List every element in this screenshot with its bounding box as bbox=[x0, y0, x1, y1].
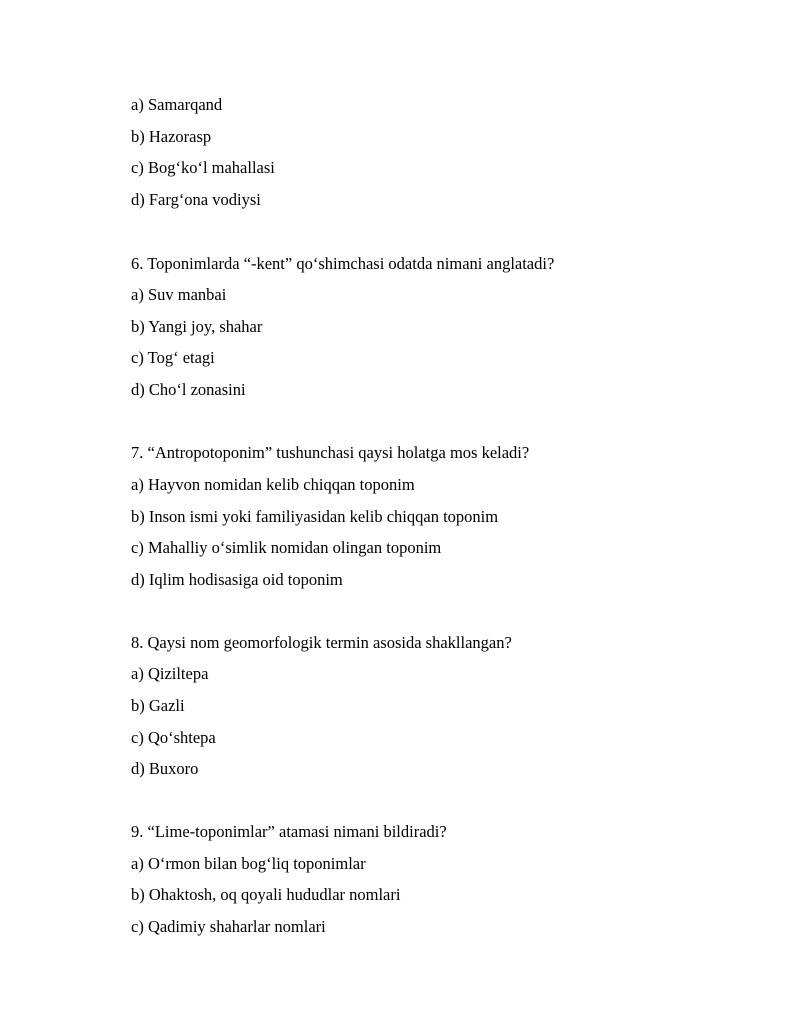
question-6-option-d: d) Cho‘l zonasini bbox=[131, 380, 246, 399]
question-9-text: 9. “Lime-toponimlar” atamasi nimani bildiradi? bbox=[131, 822, 447, 841]
question-8-option-d: d) Buxoro bbox=[131, 759, 199, 778]
question-6-text: 6. Toponimlarda “-kent” qo‘shimchasi odatda nimani anglatadi? bbox=[131, 254, 555, 273]
option-c: c) Bog‘ko‘l mahallasi bbox=[131, 158, 275, 177]
question-8-text: 8. Qaysi nom geomorfologik termin asosida shakllangan? bbox=[131, 633, 512, 652]
question-9-option-c: c) Qadimiy shaharlar nomlari bbox=[131, 917, 326, 936]
question-6-option-b: b) Yangi joy, shahar bbox=[131, 317, 263, 336]
question-8-option-c: c) Qo‘shtepa bbox=[131, 728, 216, 747]
option-a: a) Samarqand bbox=[131, 95, 223, 114]
question-9-option-a: a) O‘rmon bilan bog‘liq toponimlar bbox=[131, 854, 366, 873]
question-6-option-a: a) Suv manbai bbox=[131, 285, 227, 304]
question-8-option-a: a) Qiziltepa bbox=[131, 664, 209, 683]
question-7-text: 7. “Antropotoponim” tushunchasi qaysi holatga mos keladi? bbox=[131, 443, 530, 462]
question-8-option-b: b) Gazli bbox=[131, 696, 185, 715]
option-d: d) Farg‘ona vodiysi bbox=[131, 190, 261, 209]
question-7-option-c: c) Mahalliy o‘simlik nomidan olingan toponim bbox=[131, 538, 442, 557]
option-b: b) Hazorasp bbox=[131, 127, 212, 146]
question-6-option-c: c) Tog‘ etagi bbox=[131, 348, 215, 367]
question-7-option-a: a) Hayvon nomidan kelib chiqqan toponim bbox=[131, 475, 415, 494]
question-7-option-d: d) Iqlim hodisasiga oid toponim bbox=[131, 570, 343, 589]
question-9-option-b: b) Ohaktosh, oq qoyali hududlar nomlari bbox=[131, 885, 401, 904]
question-7-option-b: b) Inson ismi yoki familiyasidan kelib chiqqan toponim bbox=[131, 507, 499, 526]
